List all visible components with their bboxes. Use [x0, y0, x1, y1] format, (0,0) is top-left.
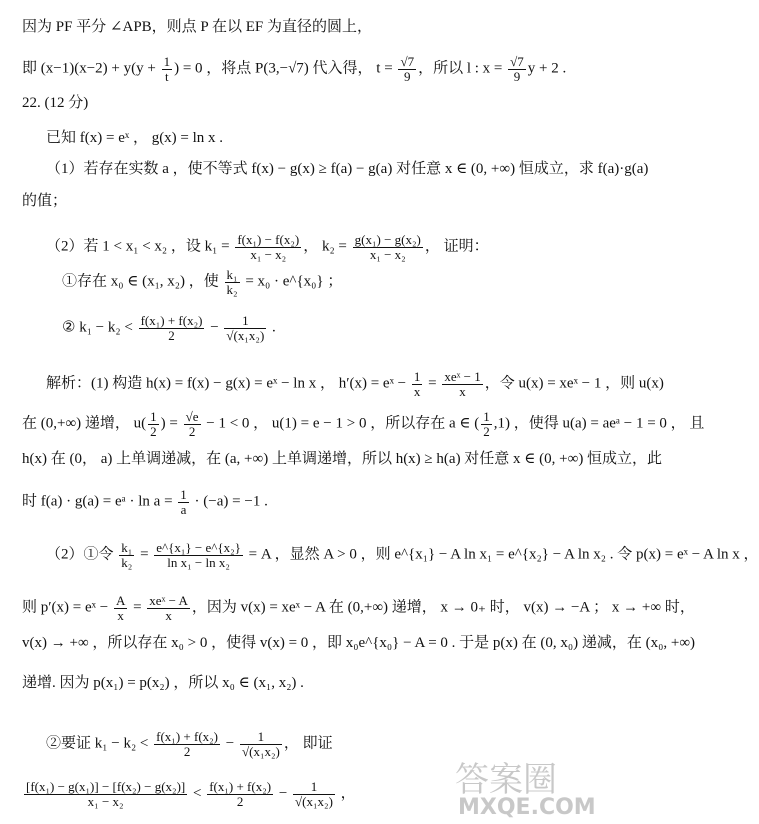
fraction: $\frac{\text{e\textasciicircum{}\{x₁\} − e\textasciicircum{}\{x₂\}}}{\text{ln x₁ − ln x₂}}$ — [156, 540, 241, 570]
fraction: $\frac{\text{f(x₁) + f(x₂)}}{2}$ — [140, 313, 203, 343]
fraction: $\frac{√7}{9}$ — [400, 54, 415, 84]
fraction: $\frac{1}{2}$ — [483, 409, 490, 439]
fraction: $\frac{\text{[f(x₁) − g(x₁)] − [f(x₂) − g(x₂)]}}{\text{x₁ − x₂}}$ — [26, 779, 186, 809]
fraction: $\frac{\text{xeˣ − A}}{x}$ — [149, 593, 188, 623]
fraction: $\frac{1}{x}$ — [413, 369, 421, 399]
question-2-part-1: ①存在 x₀ ∈ (x₁, x₂) ，使 $\frac{\text{k₁}}{\text{k₂}}$ = x₀ · e^{x₀} ； — [62, 267, 343, 297]
watermark-url: MXQE.COM — [458, 795, 596, 820]
fraction: $\frac{1}{a}$ — [180, 487, 187, 517]
question-2: （2）若 1 < x₁ < x₂ ，设 k₁ = $\frac{\text{f(x₁) − f(x₂)}}{\text{x₁ − x₂}}$ ， k₂ = $\frac{\text{g(x₁) − g(x₂)}}{\text{x₁ − x₂}}$ ， 证明： — [46, 232, 489, 262]
fraction: $\frac{1}{\text{√(x₁x₂)}}$ — [295, 779, 333, 809]
fraction: $\frac{\text{g(x₁) − g(x₂)}}{\text{x₁ − x₂}}$ — [354, 232, 421, 262]
solution-line-8: 递增. 因为 p(x₁) = p(x₂) ，所以 x₀ ∈ (x₁, x₂) . — [22, 675, 304, 691]
fraction: $\frac{1}{\text{√(x₁x₂)}}$ — [226, 313, 265, 343]
solution-line-6: 则 p′(x) = eˣ − $\frac{A}{x}$ = $\frac{\text{xeˣ − A}}{x}$ ，因为 v(x) = xeˣ − A 在 (0,+∞) 递增， x → 0₊ 时， v(x) → −A ； x → +∞ 时， — [22, 593, 695, 623]
line-2: 即 (x−1)(x−2) + y(y + $\frac{1}{t}$ ) = 0 ，将点 P(3,−√7) 代入得， t = $\frac{√7}{9}$ ，所以 l : x = $\frac{√7}{9}$ y + 2 . — [22, 54, 567, 84]
question-1: （1）若存在实数 a ，使不等式 f(x) − g(x) ≥ f(a) − g(a) 对任意 x ∈ (0, +∞) 恒成立，求 f(a)·g(a) — [46, 161, 649, 177]
solution-line-5: （2）①令 $\frac{\text{k₁}}{\text{k₂}}$ = $\frac{\text{e\textasciicircum{}\{x₁\} − e\textasciicircum{}\{x₂\}}}{\text{ln x₁ − ln x₂}}$ = A ，显然 A > 0 ，则 e^{x₁} − A ln x₁ = e^{x₂} − A ln x₂ . 令 p(x) = eˣ − A ln x ， — [46, 540, 759, 570]
fraction: $\frac{\text{k₁}}{\text{k₂}}$ — [121, 540, 133, 570]
question-2-part-2: ② k₁ − k₂ < $\frac{\text{f(x₁) + f(x₂)}}{2}$ − $\frac{1}{\text{√(x₁x₂)}}$ . — [62, 313, 276, 343]
fraction: $\frac{1}{\text{√(x₁x₂)}}$ — [241, 729, 280, 759]
line-given: 已知 f(x) = eˣ ， g(x) = ln x . — [46, 130, 224, 146]
watermark-logo: 答案圈 — [455, 760, 557, 800]
solution-line-3: h(x) 在 (0， a) 上单调递减，在 (a, +∞) 上单调递增，所以 h(x) ≥ h(a) 对任意 x ∈ (0, +∞) 恒成立，此 — [22, 451, 663, 467]
fraction: $\frac{√e}{2}$ — [185, 409, 199, 439]
solution-line-1: 解析：(1) 构造 h(x) = f(x) − g(x) = eˣ − ln x ， h′(x) = eˣ − $\frac{1}{x}$ = $\frac{\text{xeˣ − 1}}{x}$ ，令 u(x) = xeˣ − 1 ，则 u(x) — [46, 369, 664, 399]
fraction: $\frac{1}{2}$ — [150, 409, 157, 439]
fraction: $\frac{\text{k₁}}{\text{k₂}}$ — [226, 267, 238, 297]
solution-line-4: 时 f(a) · g(a) = eᵃ · ln a = $\frac{1}{a}$ · (−a) = −1 . — [22, 487, 268, 517]
question-1-cont: 的值； — [22, 193, 68, 209]
line-1: 因为 PF 平分 ∠APB，则点 P 在以 EF 为直径的圆上， — [22, 19, 372, 35]
fraction: $\frac{1}{t}$ — [163, 54, 171, 84]
fraction: $\frac{\text{f(x₁) + f(x₂)}}{2}$ — [156, 729, 219, 759]
fraction: $\frac{\text{f(x₁) + f(x₂)}}{2}$ — [209, 779, 272, 809]
solution-line-9: ②要证 k₁ − k₂ < $\frac{\text{f(x₁) + f(x₂)}}{2}$ − $\frac{1}{\text{√(x₁x₂)}}$ ， 即证 — [46, 729, 333, 759]
solution-line-10: $\frac{\text{[f(x₁) − g(x₁)] − [f(x₂) − g(x₂)]}}{\text{x₁ − x₂}}$ < $\frac{\text{f(x₁) + f(x₂)}}{2}$ − $\frac{1}{\text{√(x₁x₂)}}$ ， — [26, 779, 356, 809]
fraction: $\frac{\text{f(x₁) − f(x₂)}}{\text{x₁ − x₂}}$ — [237, 232, 300, 262]
problem-number: 22. (12 分) — [22, 95, 89, 111]
fraction: $\frac{A}{x}$ — [115, 593, 126, 623]
fraction: $\frac{\text{xeˣ − 1}}{x}$ — [444, 369, 481, 399]
solution-line-7: v(x) → +∞ ，所以存在 x₀ > 0 ，使得 v(x) = 0 ，即 x₀e^{x₀} − A = 0 . 于是 p(x) 在 (0, x₀) 递减，在 (x₀, +∞) — [22, 635, 696, 651]
solution-line-2: 在 (0,+∞) 递增， u( $\frac{1}{2}$ ) = $\frac{√e}{2}$ − 1 < 0 ， u(1) = e − 1 > 0 ，所以存在 a ∈ ( $\frac{1}{2}$ ,1) ，使得 u(a) = aeᵃ − 1 = 0 ， 且 — [22, 409, 705, 439]
fraction: $\frac{√7}{9}$ — [510, 54, 524, 84]
